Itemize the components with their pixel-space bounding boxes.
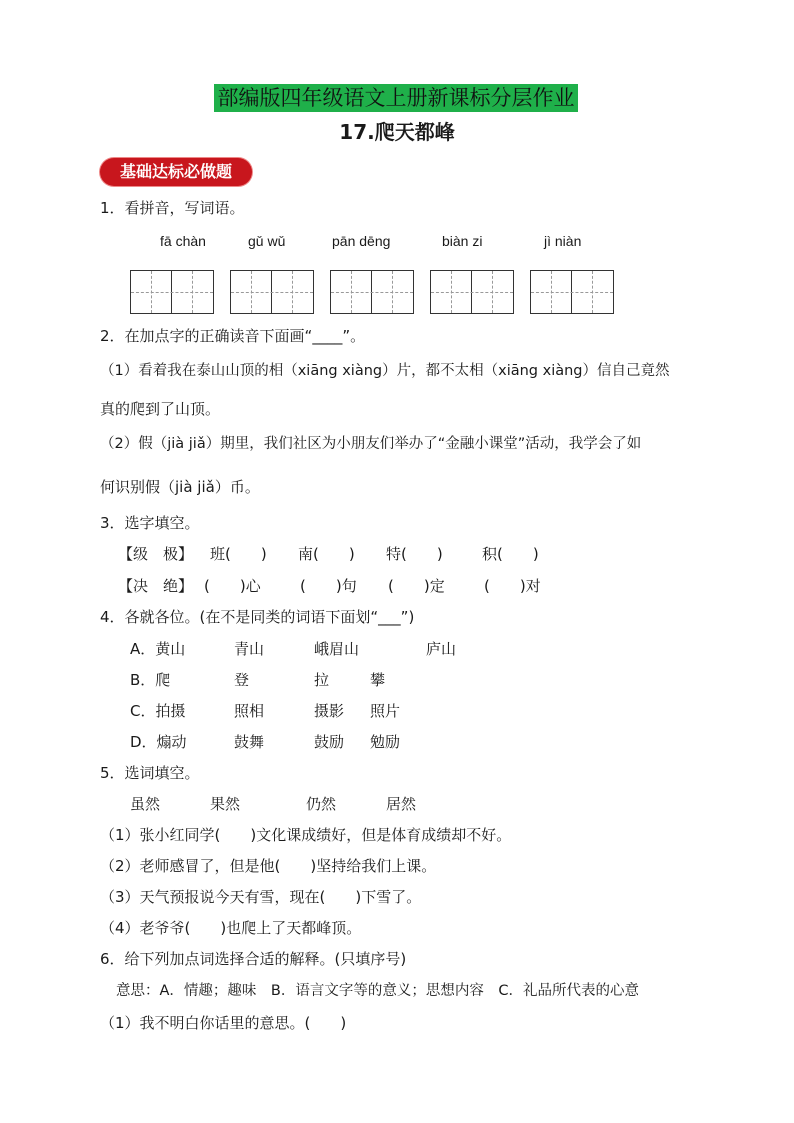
q6-line-1: （1）我不明白你话里的意思。( ) <box>100 1014 347 1032</box>
q1-pinyin-5: jì niàn <box>544 233 582 249</box>
q5-line-3: （3）天气预报说今天有雪，现在( )下雪了。 <box>100 888 422 906</box>
q5-word: 虽然 <box>130 795 161 813</box>
q6-options: 意思：A．情趣；趣味 B．语言文字等的意义；思想内容 C．礼品所代表的心意 <box>116 983 639 999</box>
q5-line-2: （2）老师感冒了，但是他( )坚持给我们上课。 <box>100 857 437 875</box>
q4-row-c-2: 照相 <box>234 702 265 720</box>
q5-word: 仍然 <box>306 795 337 813</box>
q3-heading: 3．选字填空。 <box>100 514 200 532</box>
q3-row2-label: 【决 绝】 <box>118 577 194 595</box>
q4-row-d-1: D．煽动 <box>130 733 187 751</box>
q1-pinyin-2: gǔ wǔ <box>248 233 286 249</box>
q1-heading: 1．看拼音，写词语。 <box>100 199 245 217</box>
q2-line-3: （2）假（jià jiǎ）期里，我们社区为小朋友们举办了“金融小课堂”活动，我学会了如 <box>100 436 642 452</box>
q4-row-a-4: 庐山 <box>426 640 457 658</box>
q3-row2-item[interactable]: ( )对 <box>484 577 541 595</box>
q4-heading: 4．各就各位。(在不是同类的词语下面划“___”) <box>100 608 415 626</box>
q5-line-1: （1）张小红同学( )文化课成绩好，但是体育成绩却不好。 <box>100 826 512 844</box>
q1-answer-box-2[interactable] <box>230 270 314 314</box>
q4-row-d-3: 鼓励 <box>314 733 345 751</box>
q3-row1-item[interactable]: 积( ) <box>482 545 539 563</box>
section-badge: 基础达标必做题 <box>100 158 252 186</box>
q1-pinyin-4: biàn zi <box>442 233 483 249</box>
q4-row-d-2: 鼓舞 <box>234 733 265 751</box>
q3-row1-item[interactable]: 特( ) <box>386 545 443 563</box>
q4-row-b-3: 拉 <box>314 671 330 689</box>
q4-row-c-3: 摄影 <box>314 702 345 720</box>
q1-pinyin-1: fā chàn <box>160 233 206 249</box>
q2-heading: 2．在加点字的正确读音下面画“____”。 <box>100 327 366 345</box>
q4-row-a-1: A．黄山 <box>130 640 186 658</box>
q4-row-b-4: 攀 <box>370 671 386 689</box>
q4-row-a-3: 峨眉山 <box>314 640 360 658</box>
q4-row-c-4: 照片 <box>370 702 401 720</box>
q2-line-1: （1）看着我在泰山山顶的相（xiāng xiàng）片，都不太相（xiāng xiàng）信自己竟然 <box>100 363 670 379</box>
page-title: 17.爬天都峰 <box>339 120 455 144</box>
q4-row-b-2: 登 <box>234 671 250 689</box>
q5-word: 果然 <box>210 795 241 813</box>
q1-answer-box-4[interactable] <box>430 270 514 314</box>
q1-answer-box-5[interactable] <box>530 270 614 314</box>
q4-row-c-1: C．拍摄 <box>130 702 186 720</box>
worksheet-banner: 部编版四年级语文上册新课标分层作业 <box>214 84 578 112</box>
q6-heading: 6．给下列加点词选择合适的解释。(只填序号) <box>100 950 407 968</box>
q3-row1-item[interactable]: 班( ) <box>210 545 267 563</box>
q4-row-a-2: 青山 <box>234 640 265 658</box>
q3-row2-item[interactable]: ( )定 <box>388 577 445 595</box>
q4-row-d-4: 勉励 <box>370 733 401 751</box>
q5-heading: 5．选词填空。 <box>100 764 200 782</box>
q3-row1-item[interactable]: 南( ) <box>298 545 355 563</box>
q2-line-4: 何识别假（jià jiǎ）币。 <box>100 478 260 496</box>
q2-line-2: 真的爬到了山顶。 <box>100 400 221 418</box>
q1-pinyin-3: pān dēng <box>332 233 391 249</box>
q1-answer-box-3[interactable] <box>330 270 414 314</box>
q4-row-b-1: B．爬 <box>130 671 171 689</box>
q3-row1-label: 【级 极】 <box>118 545 194 563</box>
q3-row2-item[interactable]: ( )句 <box>300 577 357 595</box>
q5-line-4: （4）老爷爷( )也爬上了天都峰顶。 <box>100 919 362 937</box>
q1-answer-box-1[interactable] <box>130 270 214 314</box>
q5-word: 居然 <box>386 795 417 813</box>
q3-row2-item[interactable]: ( )心 <box>204 577 261 595</box>
